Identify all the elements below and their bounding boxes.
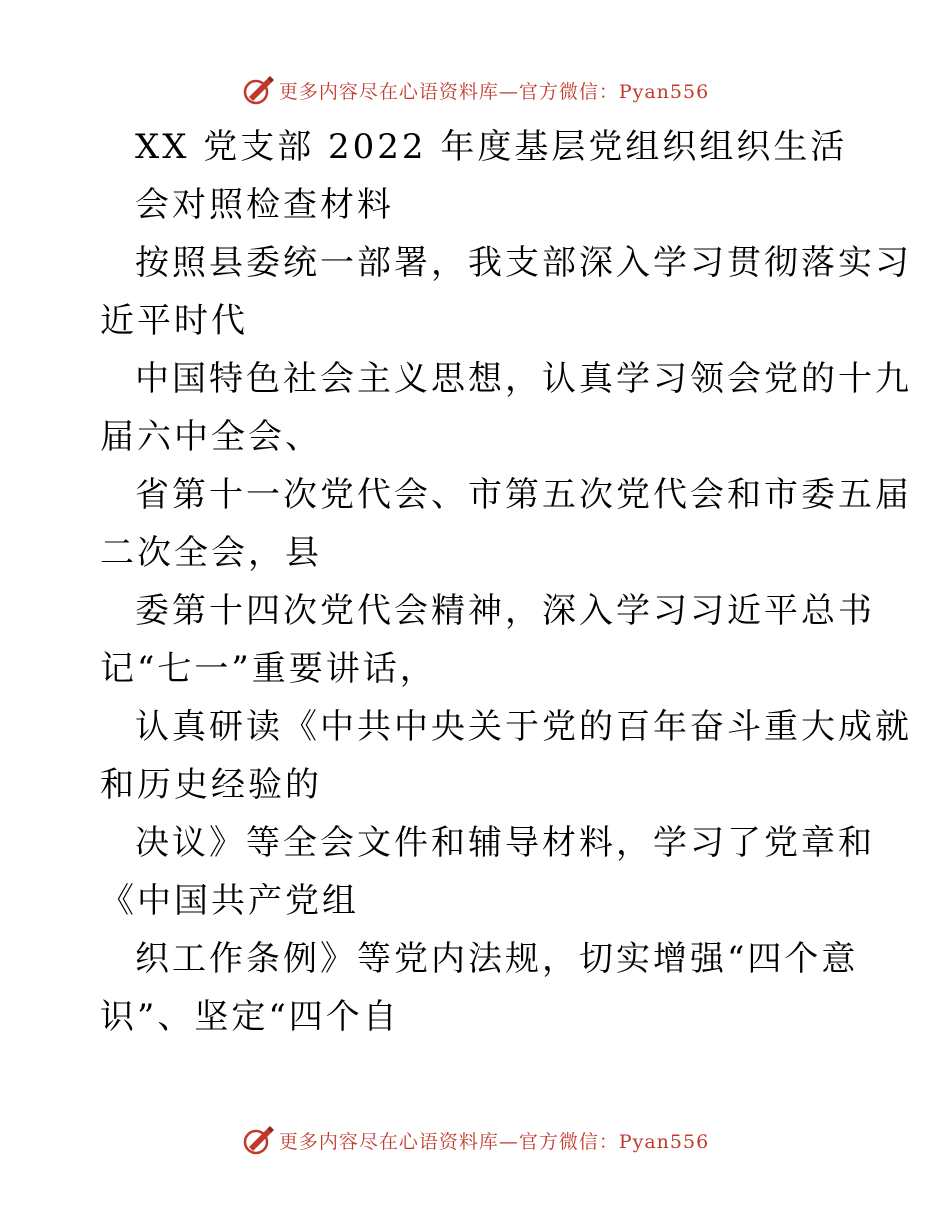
paragraph-line: 和历史经验的 xyxy=(100,765,322,805)
paragraph-line: 二次全会，县 xyxy=(100,533,322,573)
paragraph-line: 届六中全会、 xyxy=(100,417,322,457)
paragraph-line: 织工作条例》等党内法规，切实增强“四个意 xyxy=(135,939,859,979)
footer-watermark-text: 更多内容尽在心语资料库—官方微信：Pyan556 xyxy=(278,1130,710,1153)
document-title-line-1: XX 党支部 2022 年度基层党组织组织生活 xyxy=(135,127,848,167)
paragraph-line: 委第十四次党代会精神，深入学习习近平总书 xyxy=(135,591,875,631)
paragraph-line: 中国特色社会主义思想，认真学习领会党的十九 xyxy=(135,359,912,399)
footer-watermark xyxy=(0,1120,950,1160)
paragraph-line: 《中国共产党组 xyxy=(100,881,359,921)
paragraph-line: 近平时代 xyxy=(100,301,248,341)
paragraph-line: 按照县委统一部署，我支部深入学习贯彻落实习 xyxy=(135,243,912,283)
paragraph-line: 识”、坚定“四个自 xyxy=(100,997,400,1037)
pen-logo-icon xyxy=(241,1123,275,1157)
document-title-line-2: 会对照检查材料 xyxy=(135,185,394,225)
paragraph-line: 省第十一次党代会、市第五次党代会和市委五届 xyxy=(135,475,912,515)
header-watermark-text: 更多内容尽在心语资料库—官方微信：Pyan556 xyxy=(278,80,710,103)
paragraph-line: 记“七一”重要讲话， xyxy=(100,649,437,689)
paragraph-line: 决议》等全会文件和辅导材料，学习了党章和 xyxy=(135,823,875,863)
header-watermark xyxy=(0,70,950,110)
pen-logo-icon xyxy=(241,73,275,107)
paragraph-line: 认真研读《中共中央关于党的百年奋斗重大成就 xyxy=(135,707,912,747)
